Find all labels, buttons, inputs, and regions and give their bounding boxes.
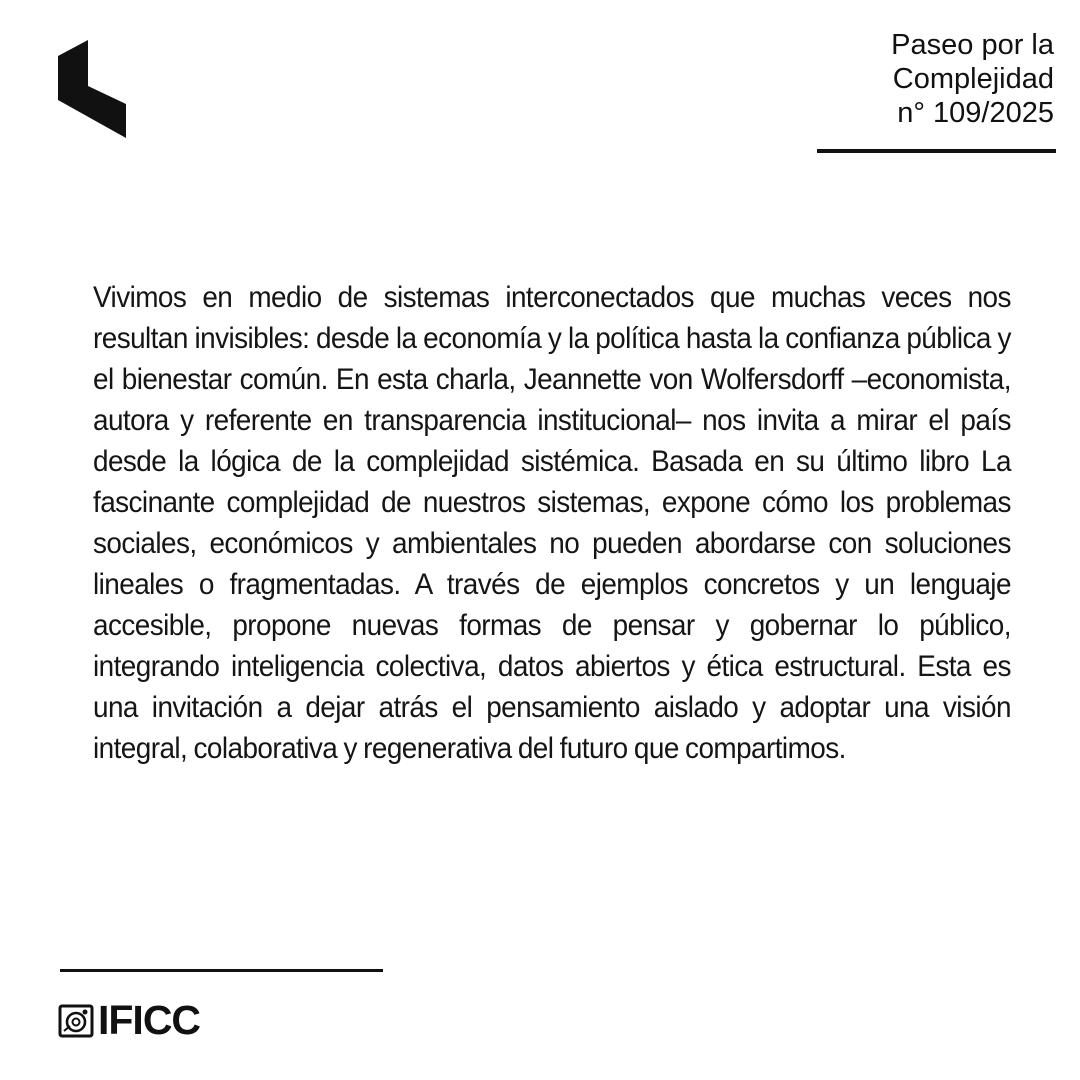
footer-logo xyxy=(58,997,201,1043)
brand-mark-icon xyxy=(58,40,126,138)
brand-wordmark: IFICC xyxy=(98,997,201,1043)
issue-number: n° 109/2025 xyxy=(897,97,1054,129)
footer-divider xyxy=(60,969,383,972)
ificc-emblem-icon xyxy=(58,1002,94,1038)
series-title-line-1: Paseo por la xyxy=(891,29,1054,61)
series-title xyxy=(814,28,1054,130)
header-divider xyxy=(817,149,1056,153)
series-title-line-2: Complejidad xyxy=(892,63,1054,95)
description-paragraph: Vivimos en medio de sistemas interconectados que muchas veces nos resultan invisibles: desde la economía y la política hasta la confianza pública y el bienestar común. En esta charla, Jeannette von Wolfersdorff –economista, autora y referente en transparencia institucional– nos invita a mirar el país desde la lógica de la complejidad sistémica. Basada en su último libro La fascinante complejidad de nuestros sistemas, expone cómo los problemas sociales, económicos y ambientales no pueden abordarse con soluciones lineales o fragmentadas. A través de ejemplos concretos y un lenguaje accesible, propone nuevas formas de pensar y gobernar lo público, integrando inteligencia colectiva, datos abiertos y ética estructural. Esta es una invitación a dejar atrás el pensamiento aislado y adoptar una visión integral, colaborativa y regenerativa del futuro que compartimos. xyxy=(93,281,1011,765)
